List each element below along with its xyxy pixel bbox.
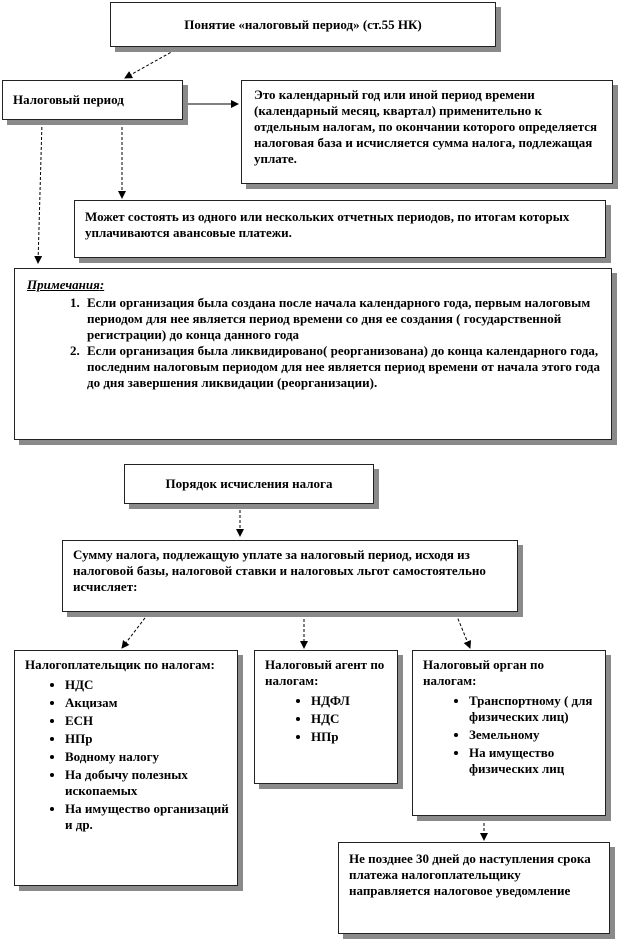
agent-title: Налоговый агент по налогам: (265, 657, 385, 688)
tax-period-box (2, 80, 183, 120)
taxpayer-title: Налогоплательщик по налогам: (25, 657, 215, 672)
authority-title: Налоговый орган по налогам: (423, 657, 545, 688)
notes-list (27, 295, 601, 391)
taxpayer-item: • ЕСН (65, 713, 229, 729)
tax-period-text: Налоговый период (13, 92, 124, 107)
agent-box (254, 650, 398, 784)
concept-title-text: Понятие «налоговый период» (ст.55 НК) (184, 16, 422, 32)
notes-title: Примечания: (27, 277, 105, 292)
arrow-desc-to-taxpayer (122, 614, 148, 648)
agent-list (265, 693, 391, 745)
note-item: 1. Если организация была создана после начала календарного года, первым налоговым периодом для нее является период времени со дня ее создания ( государственной регистрации) до конца данного года (83, 295, 601, 343)
reporting-periods-box (74, 200, 606, 258)
note-item: 2. Если организация была ликвидировано( реорганизована) до конца календарного года, последним налоговым периодом для нее является период времени от начала этого года до дня завершения ликвидации (реорганизации). (83, 343, 601, 391)
calc-order-box (124, 464, 374, 504)
authority-item: • На имущество физических лиц (469, 745, 599, 777)
notification-text: Не позднее 30 дней до наступления срока платежа налогоплательщику направляется налоговое уведомление (349, 851, 591, 898)
taxpayer-item: • НПр (65, 731, 229, 747)
reporting-periods-text: Может состоять из одного или нескольких отчетных периодов, по итогам которых уплачиваются авансовые платежи. (85, 209, 570, 240)
agent-item: • НПр (311, 729, 391, 745)
calc-desc-box (62, 540, 518, 612)
taxpayer-item: • Акцизам (65, 695, 229, 711)
arrow-title-to-period (125, 50, 175, 78)
arrow-desc-to-authority (456, 614, 470, 648)
taxpayer-item: • Водному налогу (65, 749, 229, 765)
authority-item: • Транспортному ( для физических лиц) (469, 693, 599, 725)
authority-box (412, 650, 606, 816)
agent-item: • НДС (311, 711, 391, 727)
definition-text: Это календарный год или иной период времени (календарный месяц, квартал) применительно к отдельным налогам, по окончании которого определяется налоговая база и исчисляется сумма налога, подлежащая уплате. (254, 87, 598, 166)
concept-title-box (110, 2, 496, 47)
taxpayer-list (25, 677, 229, 833)
notes-box (14, 268, 612, 440)
authority-item: • Земельному (469, 727, 599, 743)
taxpayer-item: • На имущество организаций и др. (65, 801, 229, 833)
taxpayer-box (14, 650, 238, 886)
arrow-period-to-notes (38, 122, 42, 263)
calc-order-text: Порядок исчисления налога (165, 476, 333, 491)
agent-item: • НДФЛ (311, 693, 391, 709)
notification-box (338, 842, 610, 934)
taxpayer-item: • На добычу полезных ископаемых (65, 767, 229, 799)
taxpayer-item: • НДС (65, 677, 229, 693)
calc-desc-text: Сумму налога, подлежащую уплате за налоговый период, исходя из налоговой базы, налоговой ставки и налоговых льгот самостоятельно исчисляет: (73, 547, 486, 594)
definition-box (241, 80, 613, 184)
authority-list (423, 693, 599, 777)
